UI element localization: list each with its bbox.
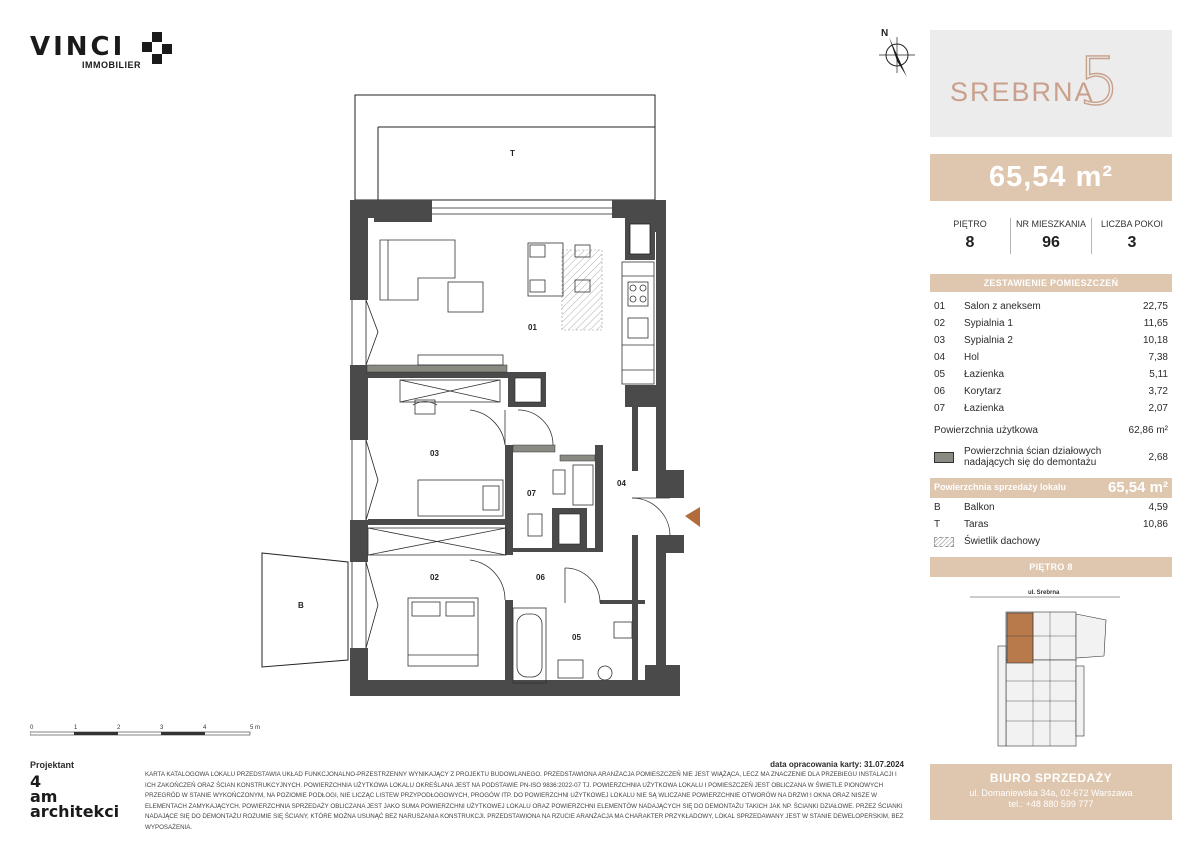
room-number: 01 [934, 301, 946, 312]
outdoor-name: Balkon [964, 502, 995, 513]
room-area: 3,72 [1148, 386, 1168, 397]
card-date: data opracowania karty: 31.07.2024 [770, 760, 904, 769]
stat-rooms [1091, 218, 1172, 254]
room-area: 2,07 [1148, 403, 1168, 414]
sale-area-row [930, 478, 1172, 498]
room-number: 05 [934, 369, 946, 380]
room-area: 5,11 [1149, 369, 1168, 380]
scale-tick-1: 1 [74, 725, 78, 731]
room-name: Salon z aneksem [964, 301, 1041, 312]
balcony [262, 553, 348, 667]
sales-office [930, 764, 1172, 820]
skylight-label: Świetlik dachowy [964, 536, 1041, 547]
sales-office-address: ul. Domaniewska 34a, 02-672 Warszawa [969, 788, 1133, 798]
room-row [930, 366, 1172, 383]
room-area: 10,18 [1142, 335, 1168, 346]
apartment-area-banner [930, 154, 1172, 201]
room-name: Sypialnia 1 [964, 318, 1013, 329]
scale-tick-3: 3 [160, 725, 164, 731]
scale-bar [30, 722, 270, 742]
outdoor-area: 10,86 [1142, 519, 1168, 530]
room-number: 03 [934, 335, 946, 346]
usable-area-value: 62,86 m² [1128, 425, 1168, 436]
room-name: Hol [964, 352, 980, 363]
usable-area-label: Powierzchnia użytkowa [934, 425, 1038, 436]
sale-area-value: 65,54 m² [1107, 479, 1168, 496]
room-label-01: 01 [528, 323, 537, 332]
room-area: 22,75 [1142, 301, 1168, 312]
room-number: 02 [934, 318, 946, 329]
room-row [930, 298, 1172, 315]
scale-tick-4: 4 [203, 725, 207, 731]
room-label-05: 05 [572, 633, 581, 642]
project-name: SREBRNA [950, 77, 1095, 107]
terrace-label: T [510, 149, 515, 158]
usable-area-row [930, 425, 1172, 441]
room-name: Sypialnia 2 [964, 335, 1013, 346]
room-row [930, 315, 1172, 332]
stat-rooms-value: 3 [1127, 234, 1137, 251]
street-label: ul. Srebrna [1028, 590, 1060, 596]
sale-area-label: Powierzchnia sprzedaży lokalu [934, 482, 1067, 492]
outdoor-areas [930, 499, 1172, 550]
room-area: 7,38 [1148, 352, 1168, 363]
outdoor-code: T [934, 519, 941, 530]
balcony-label: B [298, 601, 304, 610]
room-number: 04 [934, 352, 946, 363]
logo-subtitle: IMMOBILIER [82, 60, 141, 70]
stat-rooms-label: LICZBA POKOI [1100, 219, 1164, 229]
room-label-02: 02 [430, 573, 439, 582]
room-area: 11,65 [1143, 318, 1168, 329]
scale-tick-0: 0 [30, 725, 34, 731]
removable-walls-row [930, 446, 1172, 476]
apartment-stats [930, 218, 1172, 254]
room-row [930, 332, 1172, 349]
scale-tick-5: 5 m [250, 725, 261, 731]
stat-floor-label: PIĘTRO [953, 219, 987, 229]
logo-brand: VINCI [30, 32, 126, 62]
partition-swatch [934, 452, 954, 463]
sales-office-title: BIURO SPRZEDAŻY [989, 771, 1113, 785]
room-name: Łazienka [964, 369, 1005, 380]
stat-floor [930, 218, 1010, 254]
removable-walls-label: Powierzchnia ścian działowych nadających się do demontażu [964, 446, 1102, 468]
outdoor-name: Taras [964, 519, 989, 530]
stat-apartment-number [1010, 218, 1091, 254]
removable-walls-value: 2,68 [1148, 452, 1168, 463]
room-row [930, 400, 1172, 417]
room-number: 06 [934, 386, 946, 397]
rooms-header: ZESTAWIENIE POMIESZCZEŃ [930, 274, 1172, 292]
outdoor-row [930, 516, 1172, 533]
sales-office-phone[interactable]: tel.: +48 880 599 777 [1008, 799, 1094, 809]
outdoor-code: B [934, 502, 941, 513]
project-logo [930, 30, 1172, 137]
outdoor-area: 4,59 [1148, 502, 1168, 513]
floor-band: PIĘTRO 8 [930, 557, 1172, 577]
disclaimer: KARTA KATALOGOWA LOKALU PRZEDSTAWIA UKŁAD FUNKCJONALNO-PRZESTRZENNY WYNIKAJĄCY Z PROJEKTU BUDOWLANEGO. PRZEDSTAWIONA ARANŻACJA POMIESZCZEŃ NIE JEST WIĄŻĄCA, LECZ MA ZNACZENIE DLA PRZEBIEGU INSTALACJI I ICH ZAKOŃCZEŃ ORAZ ŚCIAN KONSTRUKCYJNYCH. POWIERZCHNIA UŻYTKOWA LOKALU OKREŚLANA JEST NA PODSTAWIE PN-ISO 9836:2022-07 TJ. POWIERZCHNIA UŻYTKOWA LOKALU I POMIESZCZEŃ JEST OBLICZANA W ŚWIETLE PIONOWYCH PRZEGRÓD W STANIE WYKOŃCZONYM, NA POZIOMIE PODŁOGI, NIE LICZĄC LISTEW PRZYPODŁOGOWYCH, PROGÓW ITP. DO POWIERZCHNI UŻYTKOWEJ LOKALU NIE SĄ WLICZANE POWIERZCHNIE OTWORÓW NA DRZWI I OKNA ORAZ NISZE W ELEMENTACH ZAMYKAJĄCYCH. POWIERZCHNIA SPRZEDAŻY OBLICZANA JEST JAKO SUMA POWIERZCHNI UŻYTKOWEJ LOKALU ORAZ POWIERZCHNI ELEMENTÓW NADAJĄCYCH SIĘ DO DEMONTAŻU TAKICH JAK NP. ŚCIANKI DZIAŁOWE. PRZEZ ŚCIANKI NADAJĄCE SIĘ DO DEMONTAŻU ROZUMIE SIĘ ŚCIANY, KTÓRE MOŻNA USUNĄĆ BEZ NARUSZANIA KONSTRUKCJI. PRZEDSTAWIONA NA RZUCIE ARANŻACJA MA CHARAKTER PRZYKŁADOWY, LOKAL SPRZEDAWANY JEST W STANIE DEWELOPERSKIM, BEZ WYPOSAŻENIA. [145, 771, 904, 831]
skylight-legend [930, 533, 1172, 550]
designer-logo: 4 am architekci [30, 772, 120, 821]
designer-caption: Projektant [30, 760, 75, 770]
highlighted-apartment [1007, 613, 1033, 663]
terrace [355, 95, 655, 200]
project-number: 5 [1078, 44, 1120, 114]
room-name: Korytarz [964, 386, 1002, 397]
outdoor-row [930, 499, 1172, 516]
apartment-area: 65,54 m² [988, 161, 1114, 193]
floor-key-plan [970, 586, 1120, 756]
skylight-swatch [934, 537, 954, 547]
room-label-07: 07 [527, 489, 536, 498]
compass-label: N [881, 28, 889, 39]
entrance-marker-icon [685, 507, 700, 527]
room-row [930, 349, 1172, 366]
stat-floor-value: 8 [965, 234, 975, 251]
stat-apartment-number-label: NR MIESZKANIA [1015, 219, 1086, 229]
room-name: Łazienka [964, 403, 1005, 414]
room-label-03: 03 [430, 449, 439, 458]
room-label-04: 04 [617, 479, 626, 488]
scale-tick-2: 2 [117, 725, 121, 731]
room-number: 07 [934, 403, 946, 414]
project-number-graphic [1078, 44, 1128, 114]
skylight [562, 250, 602, 330]
room-row [930, 383, 1172, 400]
stat-apartment-number-value: 96 [1042, 234, 1060, 251]
room-label-06: 06 [536, 573, 545, 582]
rooms-table [930, 298, 1172, 417]
